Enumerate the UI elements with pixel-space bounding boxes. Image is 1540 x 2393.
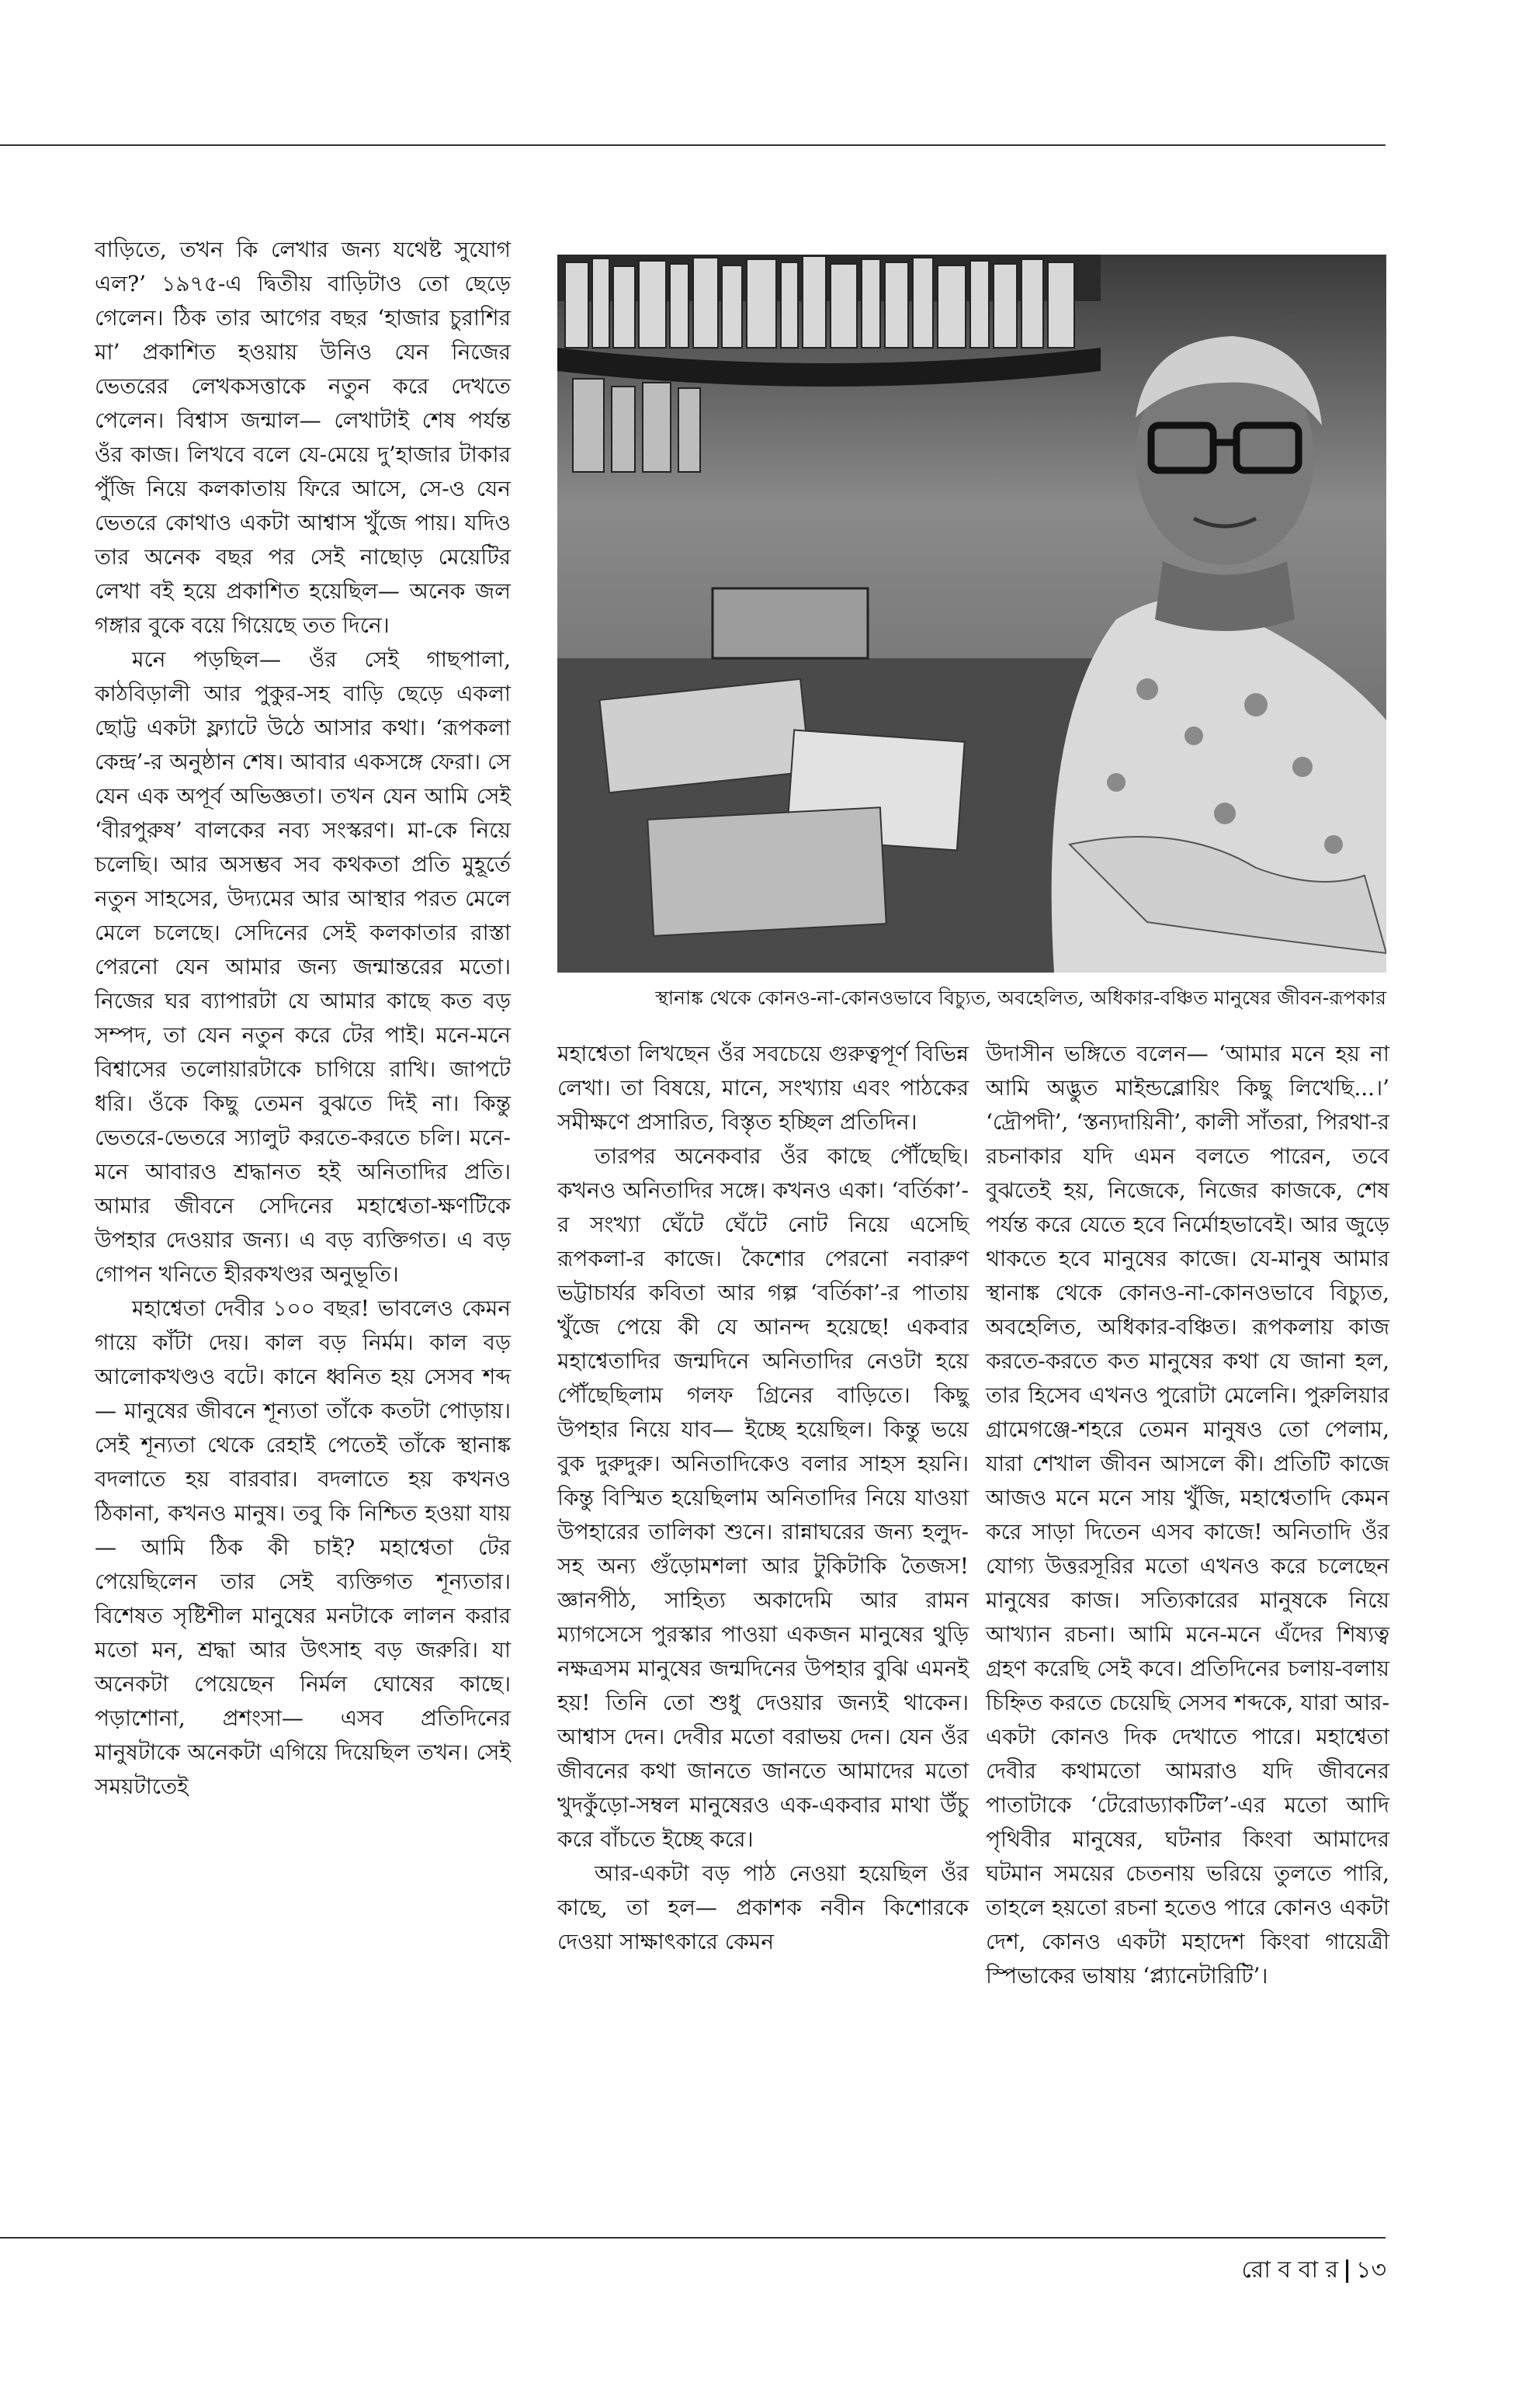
top-rule <box>0 144 1386 146</box>
portrait-illustration <box>557 255 1386 973</box>
article-column-3 <box>986 1037 1389 1993</box>
paragraph: উদাসীন ভঙ্গিতে বলেন— ‘আমার মনে হয় না আমি অদ্ভুত মাইন্ডব্লোয়িং কিছু লিখেছি...।’ ‘দ্রৌপদী’, ‘স্তন্যদায়িনী’, কালী সাঁতরা, পিরথা-র রচনাকার যদি এমন বলতে পারেন, তবে বুঝতেই হয়, নিজেকে, নিজের কাজকে, শেষ পর্যন্ত করে যেতে হবে নির্মোহভাবেই। আর জুড়ে থাকতে হবে মানুষের কাজে। যে-মানুষ আমার স্থানাঙ্ক থেকে কোনও-না-কোনওভাবে বিচ্যুত, অবহেলিত, অধিকার-বঞ্চিত। রূপকলায় কাজ করতে-করতে কত মানুষের কথা যে জানা হল, তার হিসেব এখনও পুরোটা মেলেনি। পুরুলিয়ার গ্রামেগঞ্জে-শহরে তেমন মানুষও তো পেলাম, যারা শেখাল জীবন আসলে কী। প্রতিটি কাজে আজও মনে মনে সায় খুঁজি, মহাশ্বেতাদি কেমন করে সাড়া দিতেন এসব কাজে! অনিতাদি ওঁর যোগ্য উত্তরসূরির মতো এখনও করে চলেছেন মানুষের কাজ। সত্যিকারের মানুষকে নিয়ে আখ্যান রচনা। আমি মনে-মনে এঁদের শিষ্যত্ব গ্রহণ করেছি সেই কবে। প্রতিদিনের চলায়-বলায় চিহ্নিত করতে চেয়েছি সেসব শব্দকে, যারা আর-একটা কোনও দিক দেখাতে পারে। মহাশ্বেতা দেবীর কথামতো আমরাও যদি জীবনের পাতাটাকে ‘টেরোড্যাকটিল’-এর মতো আদি পৃথিবীর মানুষের, ঘটনার কিংবা আমাদের ঘটমান সময়ের চেতনায় ভরিয়ে তুলতে পারি, তাহলে হয়তো রচনা হতেও পারে কোনও একটা দেশ, কোনও একটা মহাদেশ কিংবা গায়েত্রী স্পিভাকের ভাষায় ‘প্ল্যানেটারিটি’। <box>986 1041 1389 1989</box>
photo-caption: স্থানাঙ্ক থেকে কোনও-না-কোনওভাবে বিচ্যুত, অবহেলিত, অধিকার-বঞ্চিত মানুষের জীবন-রূপকার <box>655 987 1386 1009</box>
paragraph: মনে পড়ছিল— ওঁর সেই গাছপালা, কাঠবিড়ালী আর পুকুর-সহ বাড়ি ছেড়ে একলা ছোট্ট একটা ফ্ল্যাটে উঠে আসার কথা। ‘রূপকলা কেন্দ্র’-র অনুষ্ঠান শেষ। আবার একসঙ্গে ফেরা। সে যেন এক অপূর্ব অভিজ্ঞতা। তখন যেন আমি সেই ‘বীরপুরুষ’ বালকের নব্য সংস্করণ। মা-কে নিয়ে চলেছি। আর অসম্ভব সব কথকতা প্রতি মুহূর্তে নতুন সাহসের, উদ্যমের আর আস্থার পরত মেলে মেলে চলেছে। সেদিনের সেই কলকাতার রাস্তা পেরনো যেন আমার জন্য জন্মান্তরের মতো। নিজের ঘর ব্যাপারটা যে আমার কাছে কত বড় সম্পদ, তা যেন নতুন করে টের পাই। মনে-মনে বিশ্বাসের তলোয়ারটাকে চাগিয়ে রাখি। জাপটে ধরি। ওঁকে কিছু তেমন বুঝতে দিই না। কিন্তু ভেতরে-ভেতরে স্যালুট করতে-করতে চলি। মনে-মনে আবারও শ্রদ্ধানত হই অনিতাদির প্রতি। আমার জীবনে সেদিনের মহাশ্বেতা-ক্ষণটিকে উপহার দেওয়ার জন্য। এ বড় ব্যক্তিগত। এ বড় গোপন খনিতে হীরকখণ্ডর অনুভূতি। <box>95 647 511 1287</box>
article-column-2 <box>557 1037 969 1959</box>
page-number: ১৩ <box>1356 2256 1386 2284</box>
mahasweta-devi-photo <box>557 255 1386 973</box>
paragraph: বাড়িতে, তখন কি লেখার জন্য যথেষ্ট সুযোগ এল?’ ১৯৭৫-এ দ্বিতীয় বাড়িটাও তো ছেড়ে গেলেন। ঠিক তার আগের বছর ‘হাজার চুরাশির মা’ প্রকাশিত হওয়ায় উনিও যেন নিজের ভেতরের লেখকসত্তাকে নতুন করে দেখতে পেলেন। বিশ্বাস জন্মাল— লেখাটাই শেষ পর্যন্ত ওঁর কাজ। লিখবে বলে যে-মেয়ে দু’হাজার টাকার পুঁজি নিয়ে কলকাতায় ফিরে আসে, সে-ও যেন ভেতরে কোথাও একটা আশ্বাস খুঁজে পায়। যদিও তার অনেক বছর পর সেই নাছোড় মেয়েটির লেখা বই হয়ে প্রকাশিত হয়েছিল— অনেক জল গঙ্গার বুকে বয়ে গিয়েছে তত দিনে। <box>95 237 511 638</box>
paragraph: আর-একটা বড় পাঠ নেওয়া হয়েছিল ওঁর কাছে, তা হল— প্রকাশক নবীন কিশোরকে দেওয়া সাক্ষাৎকারে কেমন <box>557 1861 969 1954</box>
page-footer <box>1242 2255 1386 2286</box>
article-column-1 <box>95 233 511 1804</box>
footer-separator: | <box>1343 2256 1352 2284</box>
bottom-rule <box>0 2237 1386 2239</box>
paragraph: মহাশ্বেতা দেবীর ১০০ বছর! ভাবলেও কেমন গায়ে কাঁটা দেয়। কাল বড় নির্মম। কাল বড় আলোকখণ্ডও বটে। কানে ধ্বনিত হয় সেসব শব্দ— মানুষের জীবনে শূন্যতা তাঁকে কতটা পোড়ায়। সেই শূন্যতা থেকে রেহাই পেতেই তাঁকে স্থানাঙ্ক বদলাতে হয় বারবার। বদলাতে হয় কখনও ঠিকানা, কখনও মানুষ। তবু কি নিশ্চিত হওয়া যায়— আমি ঠিক কী চাই? মহাশ্বেতা টের পেয়েছিলেন তার সেই ব্যক্তিগত শূন্যতার। বিশেষত সৃষ্টিশীল মানুষের মনটাকে লালন করার মতো মন, শ্রদ্ধা আর উৎসাহ বড় জরুরি। যা অনেকটা পেয়েছেন নির্মল ঘোষের কাছে। পড়াশোনা, প্রশংসা— এসব প্রতিদিনের মানুষটাকে অনেকটা এগিয়ে দিয়েছিল তখন। সেই সময়টাতেই <box>95 1295 511 1799</box>
magazine-name: রো ব বা র <box>1241 2256 1339 2284</box>
paragraph: তারপর অনেকবার ওঁর কাছে পৌঁছেছি। কখনও অনিতাদির সঙ্গে। কখনও একা। ‘বর্তিকা’-র সংখ্যা ঘেঁটে ঘেঁটে নোট নিয়ে এসেছি রূপকলা-র কাজে। কৈশোর পেরনো নবারুণ ভট্টাচার্যর কবিতা আর গল্প ‘বর্তিকা’-র পাতায় খুঁজে পেয়ে কী যে আনন্দ হয়েছে! একবার মহাশ্বেতাদির জন্মদিনে অনিতাদির নেওটা হয়ে পৌঁছেছিলাম গলফ গ্রিনের বাড়িতে। কিছু উপহার নিয়ে যাব— ইচ্ছে হয়েছিল। কিন্তু ভয়ে বুক দুরুদুরু। অনিতাদিকেও বলার সাহস হয়নি। কিন্তু বিস্মিত হয়েছিলাম অনিতাদির নিয়ে যাওয়া উপহারের তালিকা শুনে। রান্নাঘরের জন্য হলুদ-সহ অন্য গুঁড়োমশলা আর টুকিটাকি তৈজস! জ্ঞানপীঠ, সাহিত্য অকাদেমি আর রামন ম্যাগসেসে পুরস্কার পাওয়া একজন মানুষের থুড়ি নক্ষত্রসম মানুষের জন্মদিনের উপহার বুঝি এমনই হয়! তিনি তো শুধু দেওয়ার জন্যই থাকেন। আশ্বাস দেন। দেবীর মতো বরাভয় দেন। যেন ওঁর জীবনের কথা জানতে জানতে আমাদের মতো খুদকুঁড়ো-সম্বল মানুষেরও এক-একবার মাথা উঁচু করে বাঁচতে ইচ্ছে করে। <box>557 1143 969 1852</box>
paragraph: মহাশ্বেতা লিখছেন ওঁর সবচেয়ে গুরুত্বপূর্ণ বিভিন্ন লেখা। তা বিষয়ে, মানে, সংখ্যায় এবং পাঠকের সমীক্ষণে প্রসারিত, বিস্তৃত হচ্ছিল প্রতিদিন। <box>557 1041 969 1135</box>
